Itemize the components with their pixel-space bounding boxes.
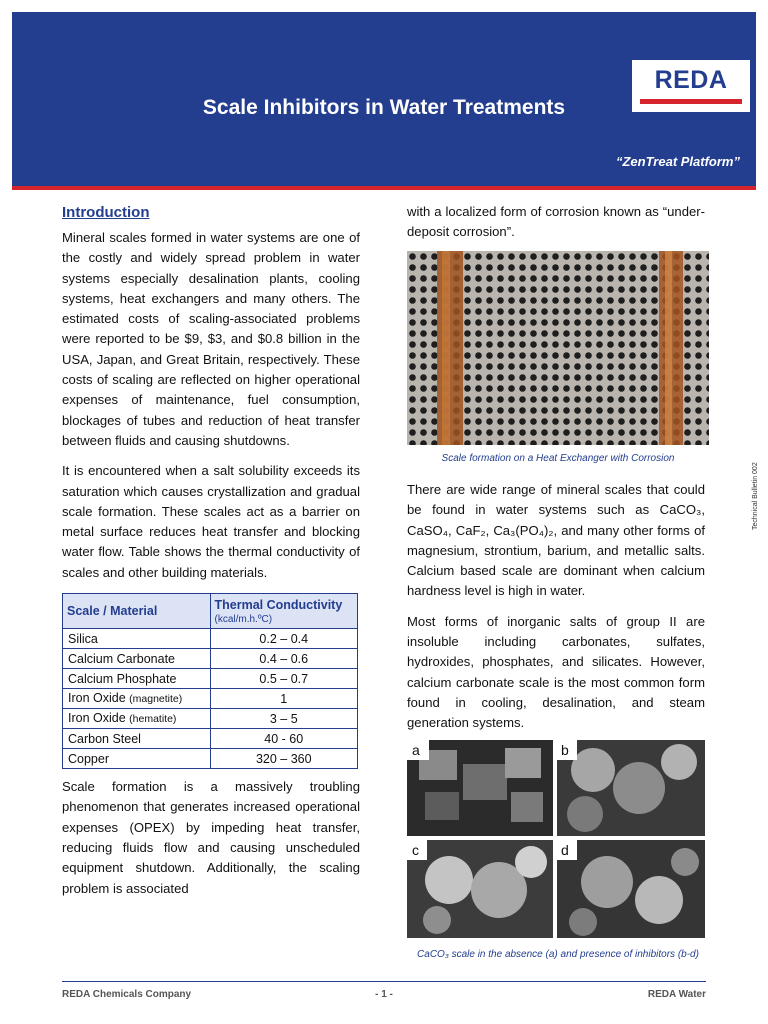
corrosion-paragraph: with a localized form of corrosion known as “under-deposit corrosion”.	[407, 204, 705, 240]
conductivity-value: 1	[210, 689, 358, 709]
conductivity-unit: (kcal/m.h.ºC)	[214, 614, 273, 626]
table-row	[63, 749, 358, 769]
conductivity-value: 40 - 60	[210, 729, 358, 749]
heat-exchanger-caption: Scale formation on a Heat Exchanger with Corrosion	[441, 453, 675, 464]
table-row	[63, 729, 358, 749]
right-column-middle	[407, 480, 705, 744]
footer-brand: REDA Water	[647, 989, 706, 1000]
thermal-conductivity-table	[62, 593, 358, 769]
table-row	[63, 649, 358, 669]
reda-logo	[632, 60, 750, 112]
table-row	[63, 669, 358, 689]
group-ii-paragraph: Most forms of inorganic salts of group II are insoluble including carbonates, sulfates, hydroxides, phosphates, and silicates. However, calcium carbonate scale is the most common form found in cooling, desalination, and steam generation systems.	[407, 613, 705, 731]
sem-label-a: a	[412, 742, 420, 758]
conductivity-value: 0.5 – 0.7	[210, 669, 358, 689]
page-title: Scale Inhibitors in Water Treatments	[202, 96, 566, 119]
table-row	[63, 629, 358, 649]
col-header-material: Scale / Material	[63, 594, 211, 629]
conductivity-value: 3 – 5	[210, 709, 358, 729]
material-note: (magnetite)	[129, 693, 183, 706]
table-row	[63, 709, 358, 729]
conductivity-value: 0.4 – 0.6	[210, 649, 358, 669]
conductivity-header-label: Thermal Conductivity	[214, 598, 343, 613]
material-name: Iron Oxide	[68, 691, 126, 706]
logo-underline	[640, 99, 742, 104]
material-name: Calcium Phosphate	[68, 671, 177, 686]
material-name: Iron Oxide	[68, 711, 126, 726]
sem-panel-d	[557, 840, 705, 938]
sem-label-d: d	[561, 842, 569, 858]
right-column-top	[407, 202, 705, 253]
table-row	[63, 689, 358, 709]
intro-heading: Introduction	[62, 204, 150, 221]
mineral-scales-paragraph: There are wide range of mineral scales that could be found in water systems such as CaCO₃, CaSO₄, CaF₂, Ca₃(PO₄)₂, and many other forms of magnesium, strontium, barium, and metallic salts. Calcium based scale are dominant when calcium hardness level is high in water.	[407, 482, 705, 599]
footer-company: REDA Chemicals Company	[62, 989, 192, 1000]
conductivity-value: 0.2 – 0.4	[210, 629, 358, 649]
material-note: (hematite)	[129, 713, 177, 726]
table-header-row	[63, 594, 358, 629]
bulletin-side-label: Technical Bulletin 002	[752, 462, 759, 530]
heat-exchanger-photo	[407, 251, 709, 445]
material-name: Calcium Carbonate	[68, 651, 175, 666]
left-column	[62, 202, 360, 909]
material-name: Copper	[68, 751, 109, 766]
sem-label-c: c	[412, 842, 419, 858]
sem-caption: CaCO₃ scale in the absence (a) and presence of inhibitors (b-d)	[417, 949, 699, 960]
col-header-conductivity	[210, 594, 358, 629]
sem-panel-b	[557, 740, 705, 836]
platform-tagline: “ZenTreat Platform”	[615, 154, 740, 169]
sem-micrographs	[407, 740, 705, 938]
conductivity-value: 320 – 360	[210, 749, 358, 769]
intro-paragraph-1: Mineral scales formed in water systems are one of the costly and widely spread problem in water systems especially desalination plants, cooling systems, heat exchangers and many others. The estimated costs of scaling-associated problems were reported to be $9, $3, and $0.8 billion in the USA, Japan, and Great Britain, respectively. These costs of scaling are reflected on higher operational expenses of maintenance, fuel consumption, blockages of tubes and reduction of heat transfer between fluids and causing shutdowns.	[62, 230, 360, 448]
material-name: Silica	[68, 631, 98, 646]
footer-divider	[62, 981, 706, 982]
footer-page-number: - 1 -	[375, 989, 393, 1000]
sem-label-b: b	[561, 742, 569, 758]
opex-paragraph: Scale formation is a massively troubling phenomenon that generates increased operational expenses (OPEX) by impeding heat transfer, reducing fluids flow and causing unscheduled equipment shutdown. Additionally, the scaling problem is associated	[62, 779, 360, 896]
logo-text: REDA	[654, 66, 728, 94]
intro-paragraph-2: It is encountered when a salt solubility exceeds its saturation which causes crystallization and gradual scale formation. These scales act as a barrier on metal surface reduces heat transfer and blocking water flow. Table shows the thermal conductivity of scales and other building materials.	[62, 463, 360, 580]
sem-panel-c	[407, 840, 553, 938]
material-name: Carbon Steel	[68, 731, 141, 746]
